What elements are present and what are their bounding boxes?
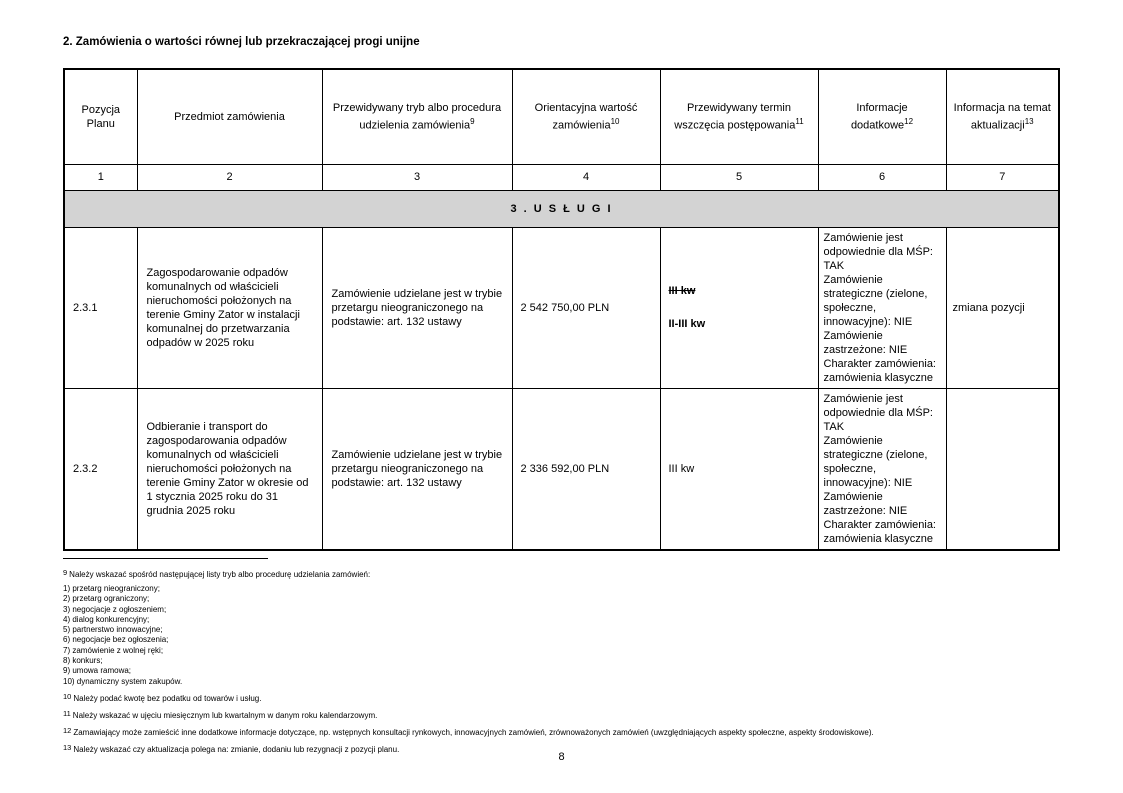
column-header-label: Orientacyjna wartość zamówienia — [534, 101, 638, 132]
column-header-label: Przedmiot zamówienia — [174, 110, 285, 123]
column-number: 7 — [946, 164, 1059, 190]
footnote-9 — [63, 568, 1093, 580]
cell-subject: Zagospodarowanie odpadów komunalnych od właścicieli nieruchomości położonych na terenie Gminy Zator w instalacji komunalnej do przetwarzania odpadów w 2025 roku — [137, 227, 322, 388]
column-number: 2 — [137, 164, 322, 190]
cell-update-info: zmiana pozycji — [946, 227, 1059, 388]
footnote-12 — [63, 726, 1093, 738]
footnote-ref-12: 12 — [904, 116, 914, 126]
info-msp: Zamówienie jest odpowiednie dla MŚP: TAK — [823, 392, 933, 433]
info-character: Charakter zamówienia: zamówienia klasyczne — [823, 357, 936, 384]
cell-value: 2 336 592,00 PLN — [512, 388, 660, 550]
footnotes-section — [63, 558, 1093, 755]
list-item: 8) konkurs; — [63, 656, 103, 666]
footnote-number: 9 — [63, 568, 68, 577]
footnote-ref-9: 9 — [470, 116, 475, 126]
table-row — [64, 227, 1059, 388]
section-header-row — [64, 190, 1059, 227]
cell-procedure: Zamówienie udzielane jest w trybie przetargu nieograniczonego na podstawie: art. 132 ustawy — [322, 227, 512, 388]
list-item: 3) negocjacje z ogłoszeniem; — [63, 604, 167, 614]
column-header-label: Przewidywany termin wszczęcia postępowania — [674, 101, 796, 132]
column-header-position — [64, 69, 137, 164]
procurement-plan-table — [63, 68, 1060, 551]
footnote-text: Należy wskazać spośród następującej listy tryb albo procedurę udzielania zamówień: — [69, 570, 371, 579]
footnote-10 — [63, 692, 1093, 704]
info-strategic: Zamówienie strategiczne (zielone, społeczne, innowacyjne): NIE — [823, 434, 928, 489]
list-item: 10) dynamiczny system zakupów. — [63, 676, 183, 686]
cell-position: 2.3.1 — [64, 227, 137, 388]
footnote-ref-13: 13 — [1024, 116, 1034, 126]
footnote-number: 10 — [63, 691, 72, 701]
footnote-number: 13 — [63, 742, 72, 752]
info-strategic: Zamówienie strategiczne (zielone, społeczne, innowacyjne): NIE — [823, 273, 928, 328]
column-header-label: Przewidywany tryb albo procedura udzielenia zamówienia — [332, 101, 502, 132]
cell-additional-info — [818, 227, 946, 388]
cell-value: 2 542 750,00 PLN — [512, 227, 660, 388]
column-header-term — [660, 69, 818, 164]
column-number: 5 — [660, 164, 818, 190]
footnote-number: 12 — [63, 725, 72, 735]
footnote-number: 11 — [63, 708, 71, 718]
cell-subject: Odbieranie i transport do zagospodarowania odpadów komunalnych od właścicieli nieruchomości położonych na terenie Gminy Zator w okresie od 1 stycznia 2025 roku do 31 grudnia 2025 roku — [137, 388, 322, 550]
column-number: 4 — [512, 164, 660, 190]
procedure-type-list — [63, 584, 1093, 687]
list-item: 7) zamówienie z wolnej ręki; — [63, 645, 164, 655]
cell-term — [660, 227, 818, 388]
list-item: 1) przetarg nieograniczony; — [63, 584, 160, 593]
column-header-additional-info — [818, 69, 946, 164]
column-header-procedure — [322, 69, 512, 164]
footnote-ref-10: 10 — [610, 116, 620, 126]
column-header-subject — [137, 69, 322, 164]
column-header-update — [946, 69, 1059, 164]
list-item: 6) negocjacje bez ogłoszenia; — [63, 635, 169, 645]
column-number: 3 — [322, 164, 512, 190]
column-number: 6 — [818, 164, 946, 190]
list-item: 9) umowa ramowa; — [63, 666, 132, 676]
info-reserved: Zamówienie zastrzeżone: NIE — [823, 329, 908, 356]
cell-additional-info — [818, 388, 946, 550]
footnote-text: Należy wskazać czy aktualizacja polega na: zmianie, dodaniu lub rezygnacji z pozycji planu. — [73, 744, 400, 754]
cell-position: 2.3.2 — [64, 388, 137, 550]
column-header-value — [512, 69, 660, 164]
column-header-label: Informacje dodatkowe — [850, 101, 908, 132]
info-reserved: Zamówienie zastrzeżone: NIE — [823, 490, 908, 517]
info-character: Charakter zamówienia: zamówienia klasyczne — [823, 518, 936, 545]
section-header-uslugi: 3 . U S Ł U G I — [64, 190, 1059, 227]
footnote-separator-line — [63, 558, 268, 559]
page-title: 2. Zamówienia o wartości równej lub przekraczającej progi unijne — [63, 36, 420, 48]
cell-term — [660, 388, 818, 550]
column-number: 1 — [64, 164, 137, 190]
term-struck-out: III kw — [668, 285, 696, 297]
list-item: 5) partnerstwo innowacyjne; — [63, 625, 163, 635]
table-row — [64, 388, 1059, 550]
column-header-label: Informacja na temat aktualizacji — [953, 101, 1051, 132]
list-item: 2) przetarg ograniczony; — [63, 594, 150, 604]
footnote-ref-11: 11 — [795, 116, 804, 126]
info-msp: Zamówienie jest odpowiednie dla MŚP: TAK — [823, 231, 933, 272]
cell-update-info — [946, 388, 1059, 550]
term-current: II-III kw — [668, 318, 706, 330]
cell-procedure: Zamówienie udzielane jest w trybie przetargu nieograniczonego na podstawie: art. 132 ustawy — [322, 388, 512, 550]
list-item: 4) dialog konkurencyjny; — [63, 614, 150, 624]
footnote-text: Należy podać kwotę bez podatku od towarów i usług. — [73, 693, 262, 703]
footnote-11 — [63, 709, 1093, 721]
table-header-row — [64, 69, 1059, 164]
column-header-label: Pozycja Planu — [81, 103, 121, 130]
footnote-text: Zamawiający może zamieścić inne dodatkowe informacje dotyczące, np. wstępnych konsultacji rynkowych, innowacyjnych zamówień, zrównoważonych zamówień (uwzględniających aspekty społeczne, aspekty środowiskowe). — [73, 727, 874, 737]
page-number: 8 — [558, 751, 565, 763]
column-number-row — [64, 164, 1059, 190]
footnote-text: Należy wskazać w ujęciu miesięcznym lub kwartalnym w danym roku kalendarzowym. — [72, 710, 378, 720]
term-current: III kw — [668, 462, 695, 475]
